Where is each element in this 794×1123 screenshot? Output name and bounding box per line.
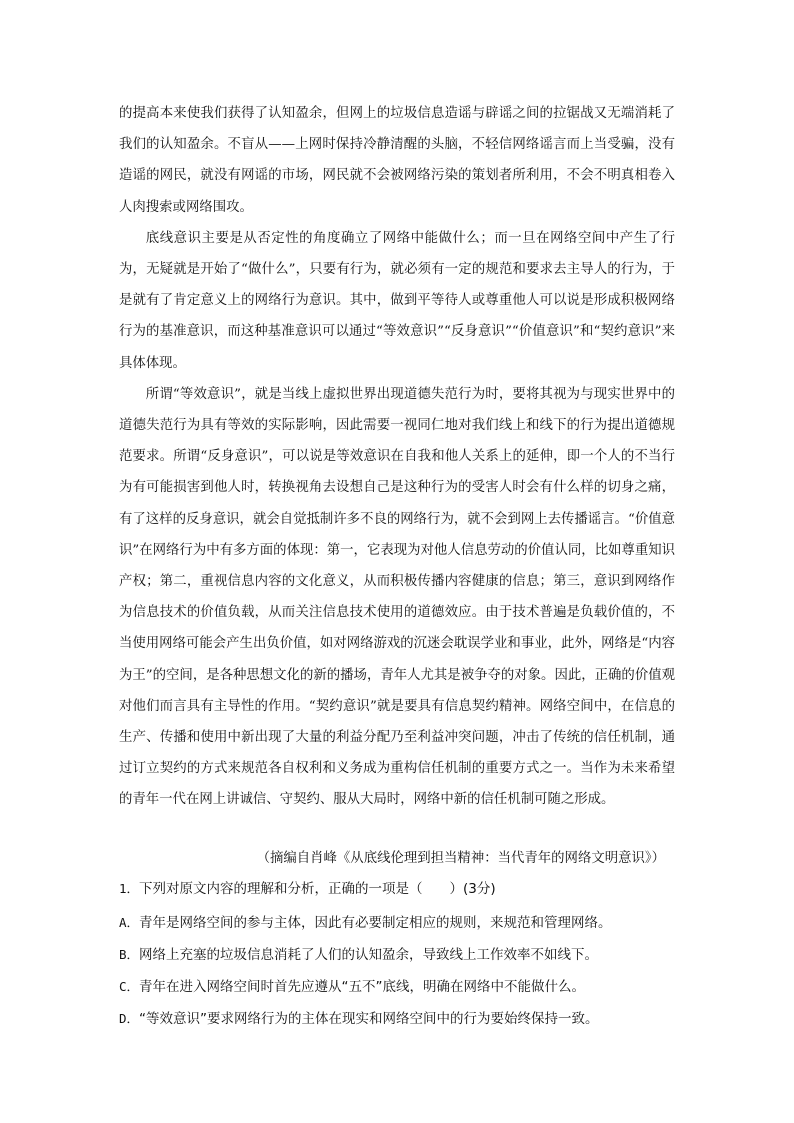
option-letter: A． [119,915,140,930]
option-letter: D． [119,1011,140,1026]
option-d [119,1007,699,1031]
paragraph-3: 所谓“等效意识”，就是当线上虚拟世界出现道德失范行为时，要将其视为与现实世界中的道德失范行为具有等效的实际影响，因此需要一视同仁地对我们线上和线下的行为提出道德规范要求。所谓“反身意识”，可以说是等效意识在自我和他人关系上的延伸，即一个人的不当行为有可能损害到他人时，转换视角去设想自己是这种行为的受害人时会有什么样的切身之痛，有了这样的反身意识，就会自觉抵制许多不良的网络行为，就不会到网上去传播谣言。“价值意识”在网络行为中有多方面的体现：第一，它表现为对他人信息劳动的价值认同，比如尊重知识产权；第二，重视信息内容的文化意义，从而积极传播内容健康的信息；第三，意识到网络作为信息技术的价值负载，从而关注信息技术使用的道德效应。由于技术普遍是负载价值的，不当使用网络可能会产生出负价值，如对网络游戏的沉迷会耽误学业和事业，此外，网络是“内容为王”的空间，是各种思想文化的新的播场，青年人尤其是被争夺的对象。因此，正确的价值观对他们而言具有主导性的作用。“契约意识”就是要具有信息契约精神。网络空间中，在信息的生产、传播和使用中新出现了大量的利益分配乃至利益冲突问题，冲击了传统的信任机制，通过订立契约的方式来规范各自权利和义务成为重构信任机制的重要方式之一。当作为未来希望的青年一代在网上讲诚信、守契约、服从大局时，网络中新的信任机制可随之形成。 [119,386,675,808]
paragraph-1: 的提高本来使我们获得了认知盈余，但网上的垃圾信息造谣与辟谣之间的拉锯战又无端消耗了我们的认知盈余。不盲从——上网时保持冷静清醒的头脑，不轻信网络谣言而上当受骗，没有造谣的网民，就没有网谣的市场，网民就不会被网络污染的策划者所利用，不会不明真相卷入人肉搜索或网络围攻。 [119,106,675,215]
option-letter: C． [119,979,140,994]
option-c [119,975,699,999]
source-citation: （摘编自肖峰《从底线伦理到担当精神：当代青年的网络文明意识》） [256,851,665,866]
option-text: 青年在进入网络空间时首先应遵从“五不”底线，明确在网络中不能做什么。 [139,979,586,995]
question-number: 1． [119,881,140,896]
option-text: “等效意识”要求网络行为的主体在现实和网络空间中的行为要始终保持一致。 [139,1011,599,1027]
passage [119,98,675,816]
question-text: 下列对原文内容的理解和分析，正确的一项是（ ）(3分) [139,881,496,897]
option-text: 网络上充塞的垃圾信息消耗了人们的认知盈余，导致线上工作效率不如线下。 [139,947,599,963]
option-text: 青年是网络空间的参与主体，因此有必要制定相应的规则，来规范和管理网络。 [139,915,612,931]
option-b [119,943,699,967]
question-1-stem [119,877,699,901]
option-a [119,911,699,935]
option-letter: B． [119,947,140,962]
paragraph-2: 底线意识主要是从否定性的角度确立了网络中能做什么；而一旦在网络空间中产生了行为，无疑就是开始了“做什么”，只要有行为，就必须有一定的规范和要求去主导人的行为，于是就有了肯定意义上的网络行为意识。其中，做到平等待人或尊重他人可以说是形成积极网络行为的基准意识，而这种基准意识可以通过“等效意识”“反身意识”“价值意识”和“契约意识”来具体体现。 [119,230,675,371]
